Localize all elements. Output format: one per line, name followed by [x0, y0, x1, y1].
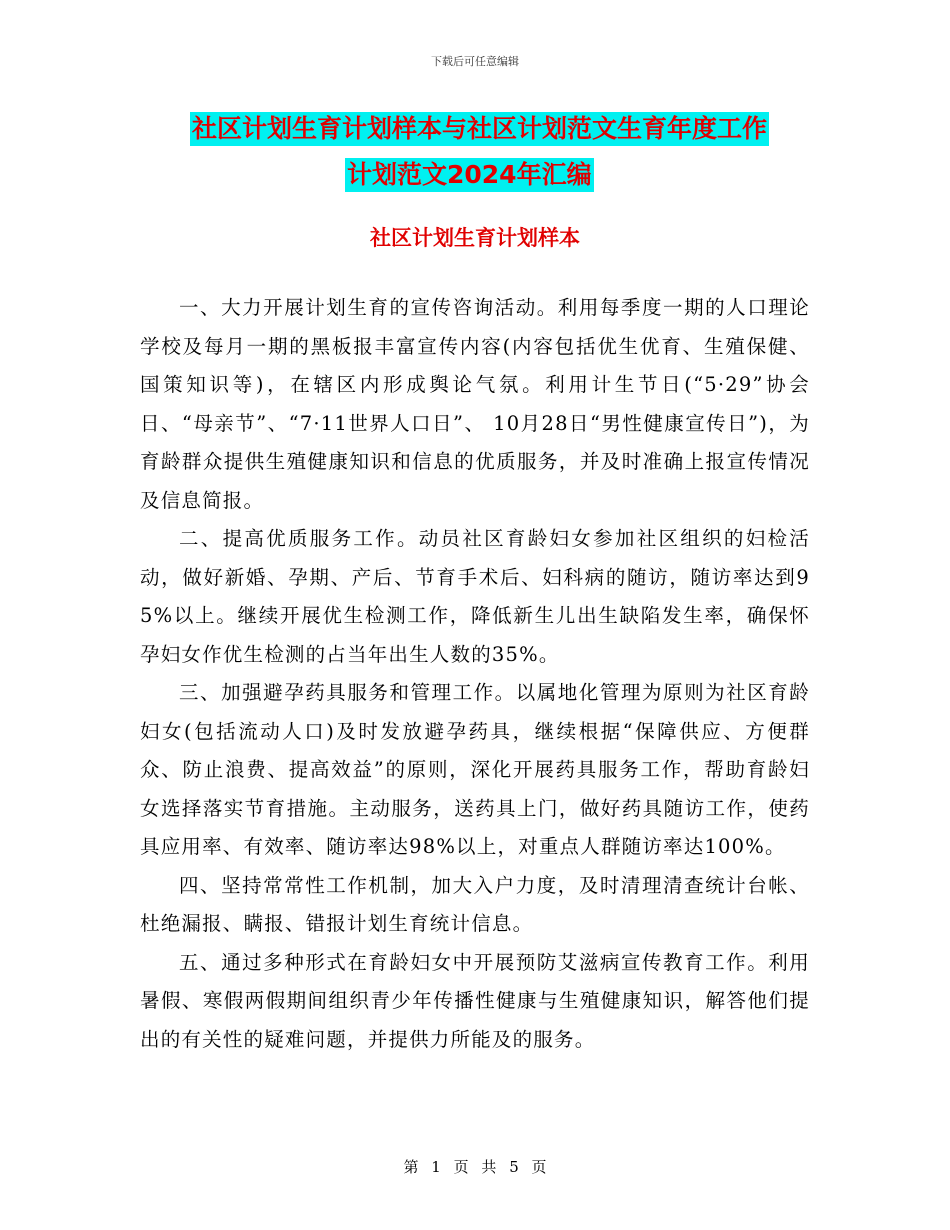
paragraph-1: 一、大力开展计划生育的宣传咨询活动。利用每季度一期的人口理论学校及每月一期的黑板报丰富宣传内容(内容包括优生优育、生殖保健、国策知识等)，在辖区内形成舆论气氛。利用计生节日(“5·29”协会日、“母亲节”、“7·11世界人口日”、 10月28日“男性健康宣传日”)，为育龄群众提供生殖健康知识和信息的优质服务，并及时准确上报宣传情况及信息简报。	[140, 296, 810, 512]
header-note: 下载后可任意编辑	[431, 55, 519, 68]
page-footer	[0, 1156, 950, 1177]
title-line-2: 计划范文2024年汇编	[345, 158, 594, 192]
paragraph-3: 三、加强避孕药具服务和管理工作。以属地化管理为原则为社区育龄妇女(包括流动人口)及时发放避孕药具，继续根据“保障供应、方便群众、防止浪费、提高效益”的原则，深化开展药具服务工作，帮助育龄妇女选择落实节育措施。主动服务，送药具上门，做好药具随访工作，使药具应用率、有效率、随访率达98%以上，对重点人群随访率达100%。	[140, 681, 810, 858]
title-line-1: 社区计划生育计划样本与社区计划范文生育年度工作	[190, 112, 769, 146]
footer-ye: 页	[453, 1158, 469, 1176]
paragraph-4: 四、坚持常常性工作机制，加大入户力度，及时清理清查统计台帐、杜绝漏报、瞒报、错报计划生育统计信息。	[140, 873, 810, 935]
section-heading: 社区计划生育计划样本	[370, 226, 580, 250]
paragraph-5: 五、通过多种形式在育龄妇女中开展预防艾滋病宣传教育工作。利用暑假、寒假两假期间组织青少年传播性健康与生殖健康知识，解答他们提出的有关性的疑难问题，并提供力所能及的服务。	[140, 950, 810, 1051]
document-body	[140, 289, 810, 1059]
footer-gong: 共	[481, 1158, 497, 1176]
footer-ye-2: 页	[531, 1158, 547, 1176]
footer-total-pages: 5	[509, 1158, 519, 1176]
paragraph-2: 二、提高优质服务工作。动员社区育龄妇女参加社区组织的妇检活动，做好新婚、孕期、产后、节育手术后、妇科病的随访，随访率达到95%以上。继续开展优生检测工作，降低新生儿出生缺陷发生率，确保怀孕妇女作优生检测的占当年出生人数的35%。	[140, 527, 810, 666]
footer-di: 第	[403, 1158, 419, 1176]
footer-page-number: 1	[431, 1158, 441, 1176]
